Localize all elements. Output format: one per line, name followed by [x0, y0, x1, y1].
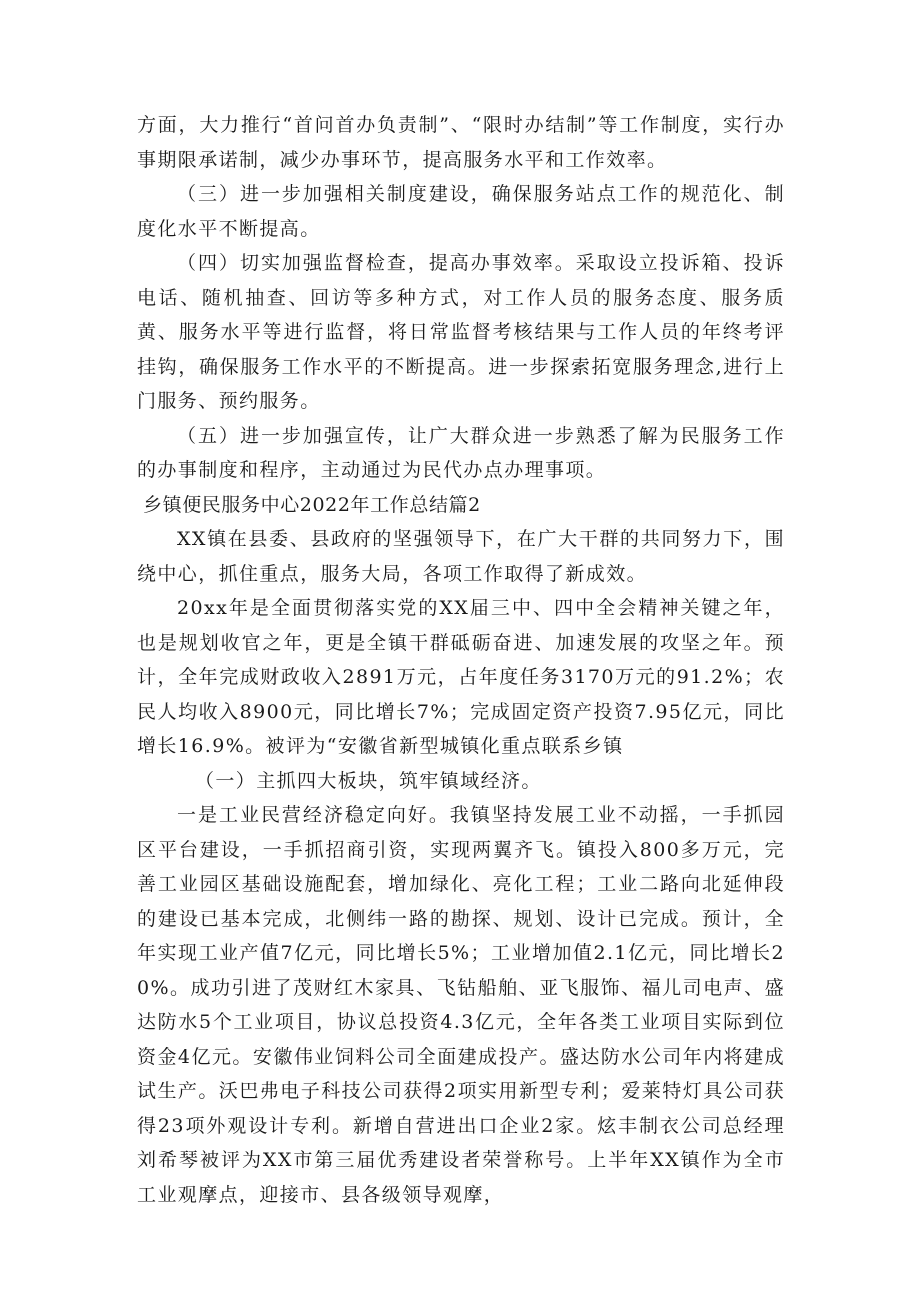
paragraph-2: （三）进一步加强相关制度建设，确保服务站点工作的规范化、制度化水平不断提高。: [137, 183, 785, 240]
paragraph-6: XX镇在县委、县政府的坚强领导下，在广大干群的共同努力下，围绕中心，抓住重点，服务大局，各项工作取得了新成效。: [137, 528, 785, 585]
section-heading: 乡镇便民服务中心2022年工作总结篇2: [143, 493, 481, 516]
paragraph-4: （五）进一步加强宣传，让广大群众进一步熟悉了解为民服务工作的办事制度和程序，主动通过为民代办点办理事项。: [137, 424, 785, 481]
paragraph-3: （四）切实加强监督检查，提高办事效率。采取设立投诉箱、投诉电话、随机抽查、回访等多种方式，对工作人员的服务态度、服务质黄、服务水平等进行监督，将日常监督考核结果与工作人员的年终考评挂钩，确保服务工作水平的不断提高。进一步探索拓宽服务理念,进行上门服务、预约服务。: [137, 252, 785, 412]
document-body: [137, 108, 785, 1212]
paragraph-1: 方面，大力推行“首问首办负责制”、“限时办结制”等工作制度，实行办事期限承诺制，减少办事环节，提高服务水平和工作效率。: [137, 114, 785, 171]
paragraph-7: 20xx年是全面贯彻落实党的XX届三中、四中全会精神关键之年，也是规划收官之年，更是全镇干群砥砺奋进、加速发展的攻坚之年。预计，全年完成财政收入2891万元，占年度任务3170万元的91.2%；农民人均收入8900元，同比增长7%；完成固定资产投资7.95亿元，同比增长16.9%。被评为“安徽省新型城镇化重点联系乡镇: [137, 597, 785, 757]
subsection-heading: （一）主抓四大板块，筑牢镇域经济。: [195, 769, 542, 792]
paragraph-9: 一是工业民营经济稳定向好。我镇坚持发展工业不动摇，一手抓园区平台建设，一手抓招商引资，实现两翼齐飞。镇投入800多万元，完善工业园区基础设施配套，增加绿化、亮化工程；工业二路向北延伸段的建设已基本完成，北侧纬一路的勘探、规划、设计已完成。预计，全年实现工业产值7亿元，同比增长5%；工业增加值2.1亿元，同比增长20%。成功引进了茂财红木家具、飞钻船舶、亚飞服饰、福儿司电声、盛达防水5个工业项目，协议总投资4.3亿元，全年各类工业项目实际到位资金4亿元。安徽伟业饲料公司全面建成投产。盛达防水公司年内将建成试生产。沃巴弗电子科技公司获得2项实用新型专利；爱莱特灯具公司获得23项外观设计专利。新增自营进出口企业2家。炫丰制衣公司总经理刘希琴被评为XX市第三届优秀建设者荣誉称号。上半年XX镇作为全市工业观摩点，迎接市、县各级领导观摩，: [137, 804, 785, 1206]
